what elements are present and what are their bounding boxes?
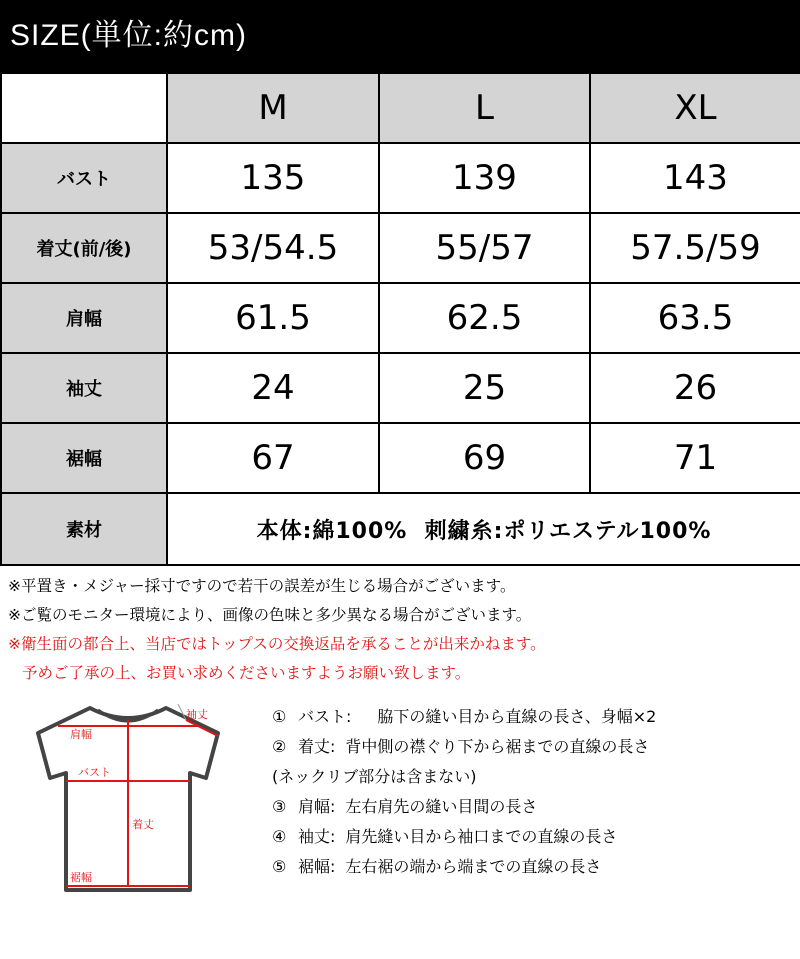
label-sleeve: 袖丈 xyxy=(186,708,208,721)
legend-desc: 左右裾の端から端までの直線の長さ xyxy=(345,857,602,876)
note-no-return: ※衛生面の都合上、当店ではトップスの交換返品を承ることが出来かねます。 xyxy=(8,635,546,653)
row-label-shoulder: 肩幅 xyxy=(1,283,167,353)
table-row xyxy=(1,143,800,213)
label-shoulder: 肩幅 xyxy=(70,728,92,741)
table-cell: 53/54.5 xyxy=(167,213,379,283)
legend-desc: 左右肩先の縫い目間の長さ xyxy=(345,797,538,816)
size-header-xl: XL xyxy=(590,73,800,143)
legend-label: 肩幅: xyxy=(298,797,336,816)
size-header-l: L xyxy=(379,73,590,143)
table-cell: 69 xyxy=(379,423,590,493)
legend-note: (ネックリブ部分は含まない) xyxy=(272,767,477,786)
table-cell: 139 xyxy=(379,143,590,213)
legend-number: ⑤ xyxy=(272,857,287,876)
legend-item-bust xyxy=(272,702,792,732)
table-cell: 24 xyxy=(167,353,379,423)
label-hem: 裾幅 xyxy=(70,871,92,884)
table-cell: 71 xyxy=(590,423,800,493)
legend-item-hem xyxy=(272,852,792,882)
tshirt-measurement-diagram xyxy=(18,698,238,898)
material-value: 本体:綿100% 刺繍糸:ポリエステル100% xyxy=(167,493,800,565)
size-title: SIZE(単位:約cm) xyxy=(0,0,800,72)
legend-label: 袖丈: xyxy=(298,827,336,846)
size-header-m: M xyxy=(167,73,379,143)
table-cell: 57.5/59 xyxy=(590,213,800,283)
table-cell: 25 xyxy=(379,353,590,423)
table-row xyxy=(1,283,800,353)
note-monitor: ※ご覧のモニター環境により、画像の色味と多少異なる場合がございます。 xyxy=(8,606,532,624)
measurement-legend xyxy=(272,702,792,882)
legend-item-length-note xyxy=(272,762,792,792)
legend-desc: 肩先縫い目から袖口までの直線の長さ xyxy=(345,827,618,846)
table-row xyxy=(1,423,800,493)
table-cell: 62.5 xyxy=(379,283,590,353)
legend-label: 着丈: xyxy=(298,737,336,756)
table-cell: 67 xyxy=(167,423,379,493)
legend-item-shoulder xyxy=(272,792,792,822)
legend-label: バスト: xyxy=(298,707,352,726)
table-cell: 135 xyxy=(167,143,379,213)
table-row xyxy=(1,353,800,423)
row-label-length: 着丈(前/後) xyxy=(1,213,167,283)
row-label-hem: 裾幅 xyxy=(1,423,167,493)
material-row xyxy=(1,493,800,565)
label-length: 着丈 xyxy=(132,818,154,831)
legend-number: ③ xyxy=(272,797,287,816)
legend-number: ④ xyxy=(272,827,287,846)
note-acknowledge: 予めご了承の上、お買い求めくださいますようお願い致します。 xyxy=(22,664,471,682)
legend-label: 裾幅: xyxy=(298,857,336,876)
table-cell: 63.5 xyxy=(590,283,800,353)
table-cell: 55/57 xyxy=(379,213,590,283)
table-cell: 143 xyxy=(590,143,800,213)
table-row xyxy=(1,213,800,283)
row-label-material: 素材 xyxy=(1,493,167,565)
row-label-bust: バスト xyxy=(1,143,167,213)
legend-number: ② xyxy=(272,737,287,756)
legend-item-sleeve xyxy=(272,822,792,852)
table-cell: 26 xyxy=(590,353,800,423)
size-header-row xyxy=(1,73,800,143)
note-measurement: ※平置き・メジャー採寸ですので若干の誤差が生じる場合がございます。 xyxy=(8,577,516,595)
size-table xyxy=(0,72,800,566)
table-cell: 61.5 xyxy=(167,283,379,353)
legend-number: ① xyxy=(272,707,287,726)
row-label-sleeve: 袖丈 xyxy=(1,353,167,423)
legend-item-length xyxy=(272,732,792,762)
legend-desc: 背中側の襟ぐり下から裾までの直線の長さ xyxy=(345,737,650,756)
notes xyxy=(8,572,798,688)
label-bust: バスト xyxy=(78,766,111,779)
legend-desc: 脇下の縫い目から直線の長さ、身幅×2 xyxy=(377,707,657,726)
corner-cell xyxy=(1,73,167,143)
